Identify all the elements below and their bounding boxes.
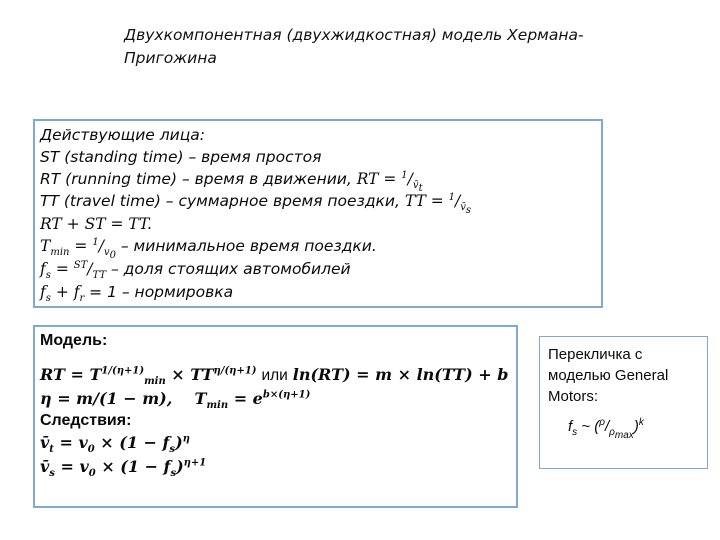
norm-formula: $f_s + f_r$ — [40, 283, 85, 305]
tt-label: TT (travel time) – суммарное время поездки, — [40, 192, 400, 210]
gm-formula: $f_s$ ~ $(^\rho/_{\rho_{max}})^k$ — [568, 417, 644, 441]
norm-label: = 1 – нормировка — [84, 283, 234, 301]
vt-equation: $v̄_t = v_0 \times (1 - f_s)^\eta$ — [40, 433, 190, 456]
rt-formula: RT = $^1/_{v̄_t}$ — [356, 169, 423, 195]
vs-equation: $v̄_s = v_0 \times (1 - f_s)^{\eta+1}$ — [40, 457, 207, 480]
tmin-label: – минимальное время поездки. — [115, 237, 377, 255]
gm-box — [539, 336, 708, 469]
consequences-heading: Следствия: — [40, 412, 132, 429]
tt-formula: TT = $^1/_{v̄_s}$ — [404, 191, 472, 217]
normalization — [40, 282, 234, 305]
rt-label: RT (running time) – время в движении, — [40, 170, 352, 188]
tt-definition — [40, 191, 472, 217]
tmin-definition — [40, 236, 377, 262]
model-heading: Модель: — [40, 332, 108, 349]
actors-heading: Действующие лица: — [40, 126, 206, 144]
actors-box — [33, 119, 603, 308]
tmin-formula: $T_{min} = ^1/_{v_0}$ — [40, 236, 116, 262]
or-word: или — [261, 367, 288, 384]
rt-st-tt-equation: RT + ST = TT. — [40, 215, 152, 233]
gm-line-3: Motors: — [548, 388, 599, 405]
st-definition: ST (standing time) – время простоя — [40, 148, 322, 166]
fs-label: доля стоящих автомобилей — [118, 260, 351, 278]
gm-line-2: моделью General — [548, 367, 669, 384]
fs-definition — [40, 259, 351, 282]
model-equation: RT = $T^{1/(\eta+1)}_{min} \times TT^{\eta/(\eta+1)}$ или ln(RT) = m × ln(TT) + b — [40, 365, 509, 388]
rt-definition — [40, 169, 423, 195]
page-title: Двухкомпонентная (двухжидкостная) модель Хермана-Пригожина — [124, 26, 584, 67]
fs-formula: $f_s = ^{ST}/_{TT}$ – — [40, 259, 119, 282]
eta-equation: η = m/(1 − m), $T_{min} = e^{b\times(\eta+1)}$ — [40, 389, 311, 412]
gm-line-1: Перекличка с — [548, 346, 643, 363]
model-box — [33, 325, 518, 508]
